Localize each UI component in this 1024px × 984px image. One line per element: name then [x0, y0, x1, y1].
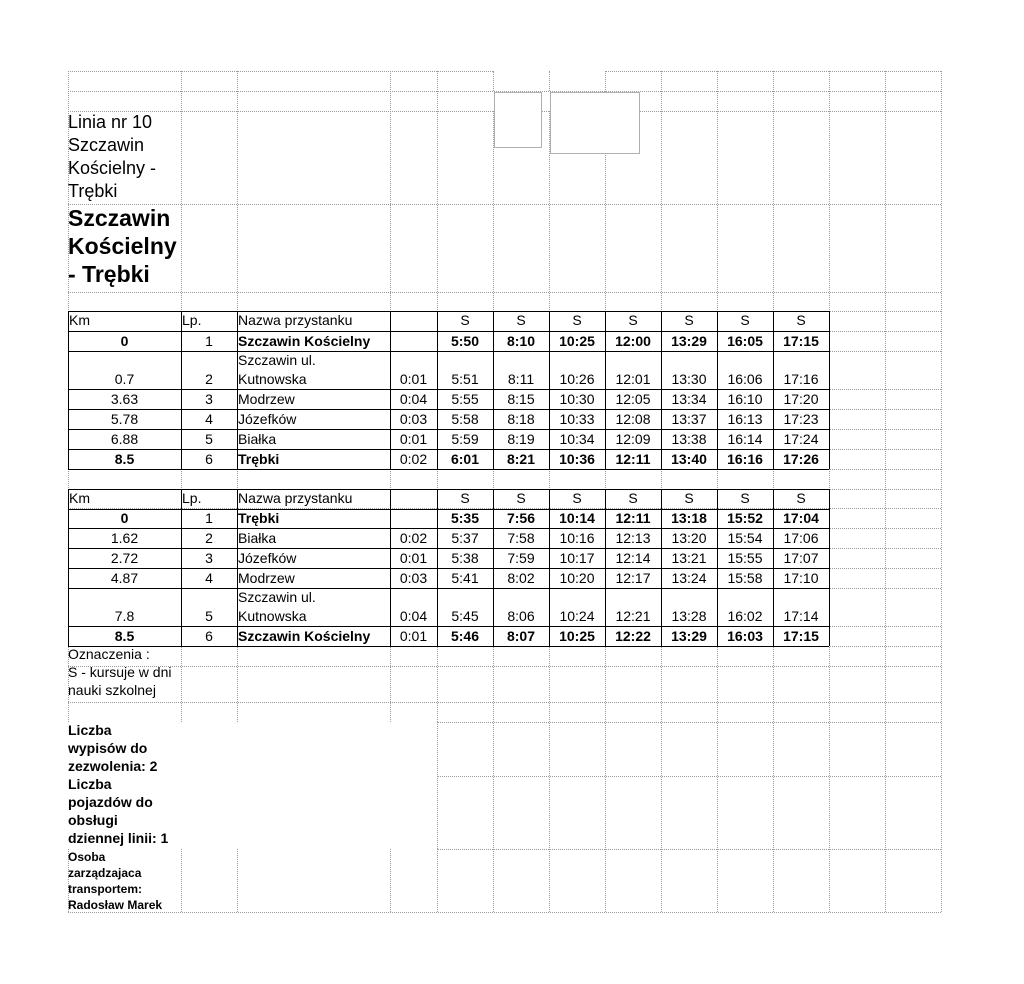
km-value: 0 — [120, 333, 129, 349]
departure-time: 8:11 — [507, 371, 535, 387]
grid-line — [390, 849, 391, 912]
departure-time: 12:11 — [615, 510, 651, 526]
line-title-small: Trębki — [68, 181, 118, 201]
grid-line — [549, 71, 550, 91]
stop-number: 3 — [205, 391, 213, 407]
travel-time: 0:01 — [399, 371, 428, 387]
departure-time: 5:55 — [451, 391, 479, 407]
departure-time: 17:14 — [783, 608, 819, 624]
service-code: S — [684, 490, 694, 506]
departure-time: 5:46 — [450, 628, 480, 644]
grid-line — [437, 722, 941, 723]
vehicles-count: Liczba — [68, 776, 112, 792]
grid-line — [941, 71, 942, 912]
grid-line — [68, 204, 941, 205]
transport-manager: zarządzajaca — [68, 866, 142, 880]
departure-time: 16:10 — [727, 391, 763, 407]
grid-line — [390, 489, 391, 646]
departure-time: 13:34 — [671, 391, 707, 407]
departure-time: 8:18 — [507, 411, 535, 427]
grid-line — [437, 776, 941, 777]
grid-line — [885, 71, 886, 912]
grid-line — [605, 489, 606, 646]
grid-line — [181, 311, 182, 469]
departure-time: 12:05 — [615, 391, 651, 407]
travel-time: 0:04 — [399, 608, 428, 624]
grid-line — [390, 311, 391, 469]
travel-time: 0:04 — [399, 391, 428, 407]
line-title-big: - Trębki — [68, 261, 150, 287]
grid-line — [181, 849, 182, 912]
departure-time: 5:45 — [451, 608, 479, 624]
grid-line — [437, 722, 438, 849]
stop-name: Białka — [238, 431, 277, 447]
stop-name: Modrzew — [238, 570, 295, 586]
departure-time: 16:05 — [727, 333, 763, 349]
departure-time: 10:26 — [559, 371, 595, 387]
departure-time: 15:55 — [727, 550, 763, 566]
departure-time: 12:11 — [615, 451, 651, 467]
stop-name: Trębki — [238, 451, 280, 467]
departure-time: 10:30 — [559, 391, 595, 407]
stop-number: 4 — [205, 570, 213, 586]
grid-line — [237, 311, 238, 469]
km-value: 0.7 — [114, 371, 135, 387]
km-value: 0 — [120, 510, 129, 526]
service-code: S — [628, 490, 638, 506]
departure-time: 15:58 — [727, 570, 763, 586]
grid-line — [68, 449, 829, 450]
grid-line — [773, 311, 774, 469]
departure-time: 6:01 — [450, 451, 480, 467]
departure-time: 13:18 — [671, 510, 707, 526]
grid-line — [773, 489, 774, 646]
departure-time: 13:29 — [671, 628, 707, 644]
column-header: Lp. — [182, 490, 202, 506]
legend-text: nauki szkolnej — [68, 682, 156, 698]
line-title-small: Linia nr 10 — [68, 112, 153, 132]
travel-time: 0:02 — [399, 451, 428, 467]
departure-time: 8:21 — [506, 451, 536, 467]
permits-count: wypisów do — [68, 740, 148, 756]
service-code: S — [740, 490, 750, 506]
departure-time: 12:17 — [615, 570, 651, 586]
permits-count: zezwolenia: 2 — [68, 758, 158, 774]
grid-line — [493, 71, 494, 91]
departure-time: 15:52 — [727, 510, 763, 526]
service-code: S — [516, 490, 526, 506]
departure-time: 17:07 — [783, 550, 819, 566]
travel-time: 0:02 — [399, 530, 428, 546]
departure-time: 5:38 — [451, 550, 479, 566]
departure-time: 8:07 — [506, 628, 536, 644]
departure-time: 7:59 — [507, 550, 535, 566]
grid-line — [661, 489, 662, 646]
departure-time: 13:40 — [671, 451, 707, 467]
grid-line — [68, 548, 829, 549]
departure-time: 5:37 — [451, 530, 479, 546]
grid-line — [717, 311, 718, 469]
departure-time: 17:06 — [783, 530, 819, 546]
grid-line — [237, 489, 238, 646]
stop-number: 5 — [205, 431, 213, 447]
km-value: 4.87 — [110, 570, 139, 586]
departure-time: 13:24 — [671, 570, 707, 586]
stop-name: Szczawin ul. — [238, 589, 316, 605]
service-code: S — [572, 312, 582, 328]
departure-time: 13:29 — [671, 333, 707, 349]
departure-time: 17:26 — [783, 451, 819, 467]
departure-time: 5:41 — [451, 570, 479, 586]
stop-number: 2 — [205, 371, 213, 387]
grid-line — [68, 528, 829, 529]
grid-line — [437, 489, 438, 646]
departure-time: 17:15 — [783, 333, 819, 349]
departure-time: 12:22 — [615, 628, 651, 644]
departure-time: 16:02 — [727, 608, 763, 624]
stop-name: Józefków — [238, 550, 297, 566]
transport-manager: Osoba — [68, 850, 106, 864]
service-code: S — [460, 312, 470, 328]
grid-line — [68, 409, 829, 410]
service-code: S — [572, 490, 582, 506]
column-header: Nazwa przystanku — [238, 312, 353, 328]
travel-time: 0:01 — [399, 550, 428, 566]
departure-time: 13:38 — [671, 431, 707, 447]
column-header: Lp. — [182, 312, 202, 328]
departure-time: 8:06 — [507, 608, 535, 624]
grid-line — [181, 489, 182, 646]
line-title-small: Kościelny - — [68, 158, 157, 178]
departure-time: 8:10 — [506, 333, 536, 349]
grid-line — [68, 292, 941, 293]
departure-time: 12:01 — [615, 371, 651, 387]
departure-time: 12:00 — [615, 333, 651, 349]
line-title-big: Kościelny — [68, 233, 177, 259]
departure-time: 10:20 — [559, 570, 595, 586]
departure-time: 13:28 — [671, 608, 707, 624]
departure-time: 13:20 — [671, 530, 707, 546]
departure-time: 7:56 — [506, 510, 536, 526]
legend-text: Oznaczenia : — [68, 646, 150, 662]
grid-line — [68, 912, 941, 913]
service-code: S — [516, 312, 526, 328]
grid-line — [605, 311, 606, 469]
departure-time: 10:17 — [559, 550, 595, 566]
grid-line — [717, 489, 718, 646]
km-value: 5.78 — [110, 411, 139, 427]
grid-line — [68, 389, 829, 390]
departure-time: 10:34 — [559, 431, 595, 447]
stop-number: 1 — [205, 510, 213, 526]
grid-line — [68, 626, 829, 627]
departure-time: 16:06 — [727, 371, 763, 387]
vehicles-count: obsługi — [68, 812, 118, 828]
km-value: 8.5 — [114, 628, 135, 644]
grid-line — [68, 702, 941, 703]
grid-line — [437, 849, 941, 850]
departure-time: 5:50 — [450, 333, 480, 349]
stop-name: Białka — [238, 530, 277, 546]
departure-time: 15:54 — [727, 530, 763, 546]
km-value: 6.88 — [110, 431, 139, 447]
travel-time: 0:03 — [399, 570, 428, 586]
grid-line — [68, 311, 829, 312]
vehicles-count: dziennej linii: 1 — [68, 830, 169, 846]
line-title-big: Szczawin — [68, 205, 171, 231]
service-code: S — [460, 490, 470, 506]
grid-line — [68, 311, 69, 469]
departure-time: 12:08 — [615, 411, 651, 427]
grid-line — [661, 311, 662, 469]
departure-time: 16:16 — [727, 451, 763, 467]
column-header: Km — [69, 312, 90, 328]
departure-time: 17:23 — [783, 411, 819, 427]
departure-time: 16:13 — [727, 411, 763, 427]
service-code: S — [796, 490, 806, 506]
legend-text: S - kursuje w dni — [68, 664, 172, 680]
departure-time: 10:33 — [559, 411, 595, 427]
grid-line — [437, 311, 438, 469]
departure-time: 12:14 — [615, 550, 651, 566]
grid-line — [68, 469, 829, 470]
departure-time: 7:58 — [507, 530, 535, 546]
service-code: S — [740, 312, 750, 328]
departure-time: 5:58 — [451, 411, 479, 427]
grid-line — [237, 849, 238, 912]
departure-time: 5:35 — [450, 510, 480, 526]
grid-line — [68, 588, 829, 589]
grid-line — [68, 568, 829, 569]
km-value: 1.62 — [110, 530, 139, 546]
transport-manager: transportem: — [68, 882, 143, 896]
drawing-shape — [550, 92, 640, 154]
stop-number: 4 — [205, 411, 213, 427]
grid-line — [68, 666, 941, 667]
grid-line — [829, 489, 830, 646]
grid-line — [829, 311, 830, 469]
departure-time: 8:19 — [507, 431, 535, 447]
stop-number: 5 — [205, 608, 213, 624]
grid-line — [68, 489, 829, 490]
stop-number: 6 — [205, 628, 213, 644]
grid-line — [493, 311, 494, 469]
departure-time: 12:21 — [615, 608, 651, 624]
departure-time: 17:15 — [783, 628, 819, 644]
stop-number: 2 — [205, 530, 213, 546]
departure-time: 8:02 — [507, 570, 535, 586]
grid-line — [437, 849, 438, 912]
stop-name: Modrzew — [238, 391, 295, 407]
departure-time: 5:59 — [451, 431, 479, 447]
departure-time: 17:24 — [783, 431, 819, 447]
departure-time: 17:20 — [783, 391, 819, 407]
travel-time: 0:03 — [399, 411, 428, 427]
departure-time: 13:30 — [671, 371, 707, 387]
column-header: Km — [69, 490, 90, 506]
departure-time: 17:16 — [783, 371, 819, 387]
km-value: 7.8 — [114, 608, 135, 624]
column-header: Nazwa przystanku — [238, 490, 353, 506]
departure-time: 12:13 — [615, 530, 651, 546]
stop-name: Trębki — [238, 510, 280, 526]
travel-time: 0:01 — [399, 431, 428, 447]
departure-time: 17:04 — [783, 510, 819, 526]
stop-number: 1 — [205, 333, 213, 349]
km-value: 3.63 — [110, 391, 139, 407]
stop-name: Szczawin Kościelny — [238, 333, 371, 349]
grid-line — [68, 331, 829, 332]
km-value: 2.72 — [110, 550, 139, 566]
grid-line — [549, 311, 550, 469]
departure-time: 16:03 — [727, 628, 763, 644]
departure-time: 10:16 — [559, 530, 595, 546]
stop-name: Szczawin Kościelny — [238, 628, 371, 644]
vehicles-count: pojazdów do — [68, 794, 153, 810]
departure-time: 10:25 — [559, 628, 595, 644]
grid-line — [68, 509, 829, 510]
grid-line — [549, 489, 550, 646]
grid-line — [68, 71, 493, 72]
departure-time: 8:15 — [507, 391, 535, 407]
departure-time: 13:37 — [671, 411, 707, 427]
stop-name: Szczawin ul. — [238, 352, 316, 368]
departure-time: 10:24 — [559, 608, 595, 624]
line-title-small: Szczawin — [68, 135, 145, 155]
departure-time: 5:51 — [451, 371, 479, 387]
service-code: S — [684, 312, 694, 328]
drawing-shape — [494, 92, 542, 148]
grid-line — [68, 351, 829, 352]
departure-time: 10:14 — [559, 510, 595, 526]
departure-time: 10:25 — [559, 333, 595, 349]
grid-line — [68, 489, 69, 646]
permits-count: Liczba — [68, 722, 112, 738]
departure-time: 12:09 — [615, 431, 651, 447]
departure-time: 13:21 — [671, 550, 707, 566]
travel-time: 0:01 — [399, 628, 428, 644]
departure-time: 17:10 — [783, 570, 819, 586]
grid-line — [493, 489, 494, 646]
stop-number: 6 — [205, 451, 213, 467]
stop-name: Kutnowska — [238, 371, 307, 387]
stop-number: 3 — [205, 550, 213, 566]
km-value: 8.5 — [114, 451, 135, 467]
departure-time: 16:14 — [727, 431, 763, 447]
service-code: S — [796, 312, 806, 328]
transport-manager: Radosław Marek — [68, 898, 163, 912]
service-code: S — [628, 312, 638, 328]
grid-line — [68, 429, 829, 430]
departure-time: 10:36 — [559, 451, 595, 467]
stop-name: Kutnowska — [238, 608, 307, 624]
stop-name: Józefków — [238, 411, 297, 427]
